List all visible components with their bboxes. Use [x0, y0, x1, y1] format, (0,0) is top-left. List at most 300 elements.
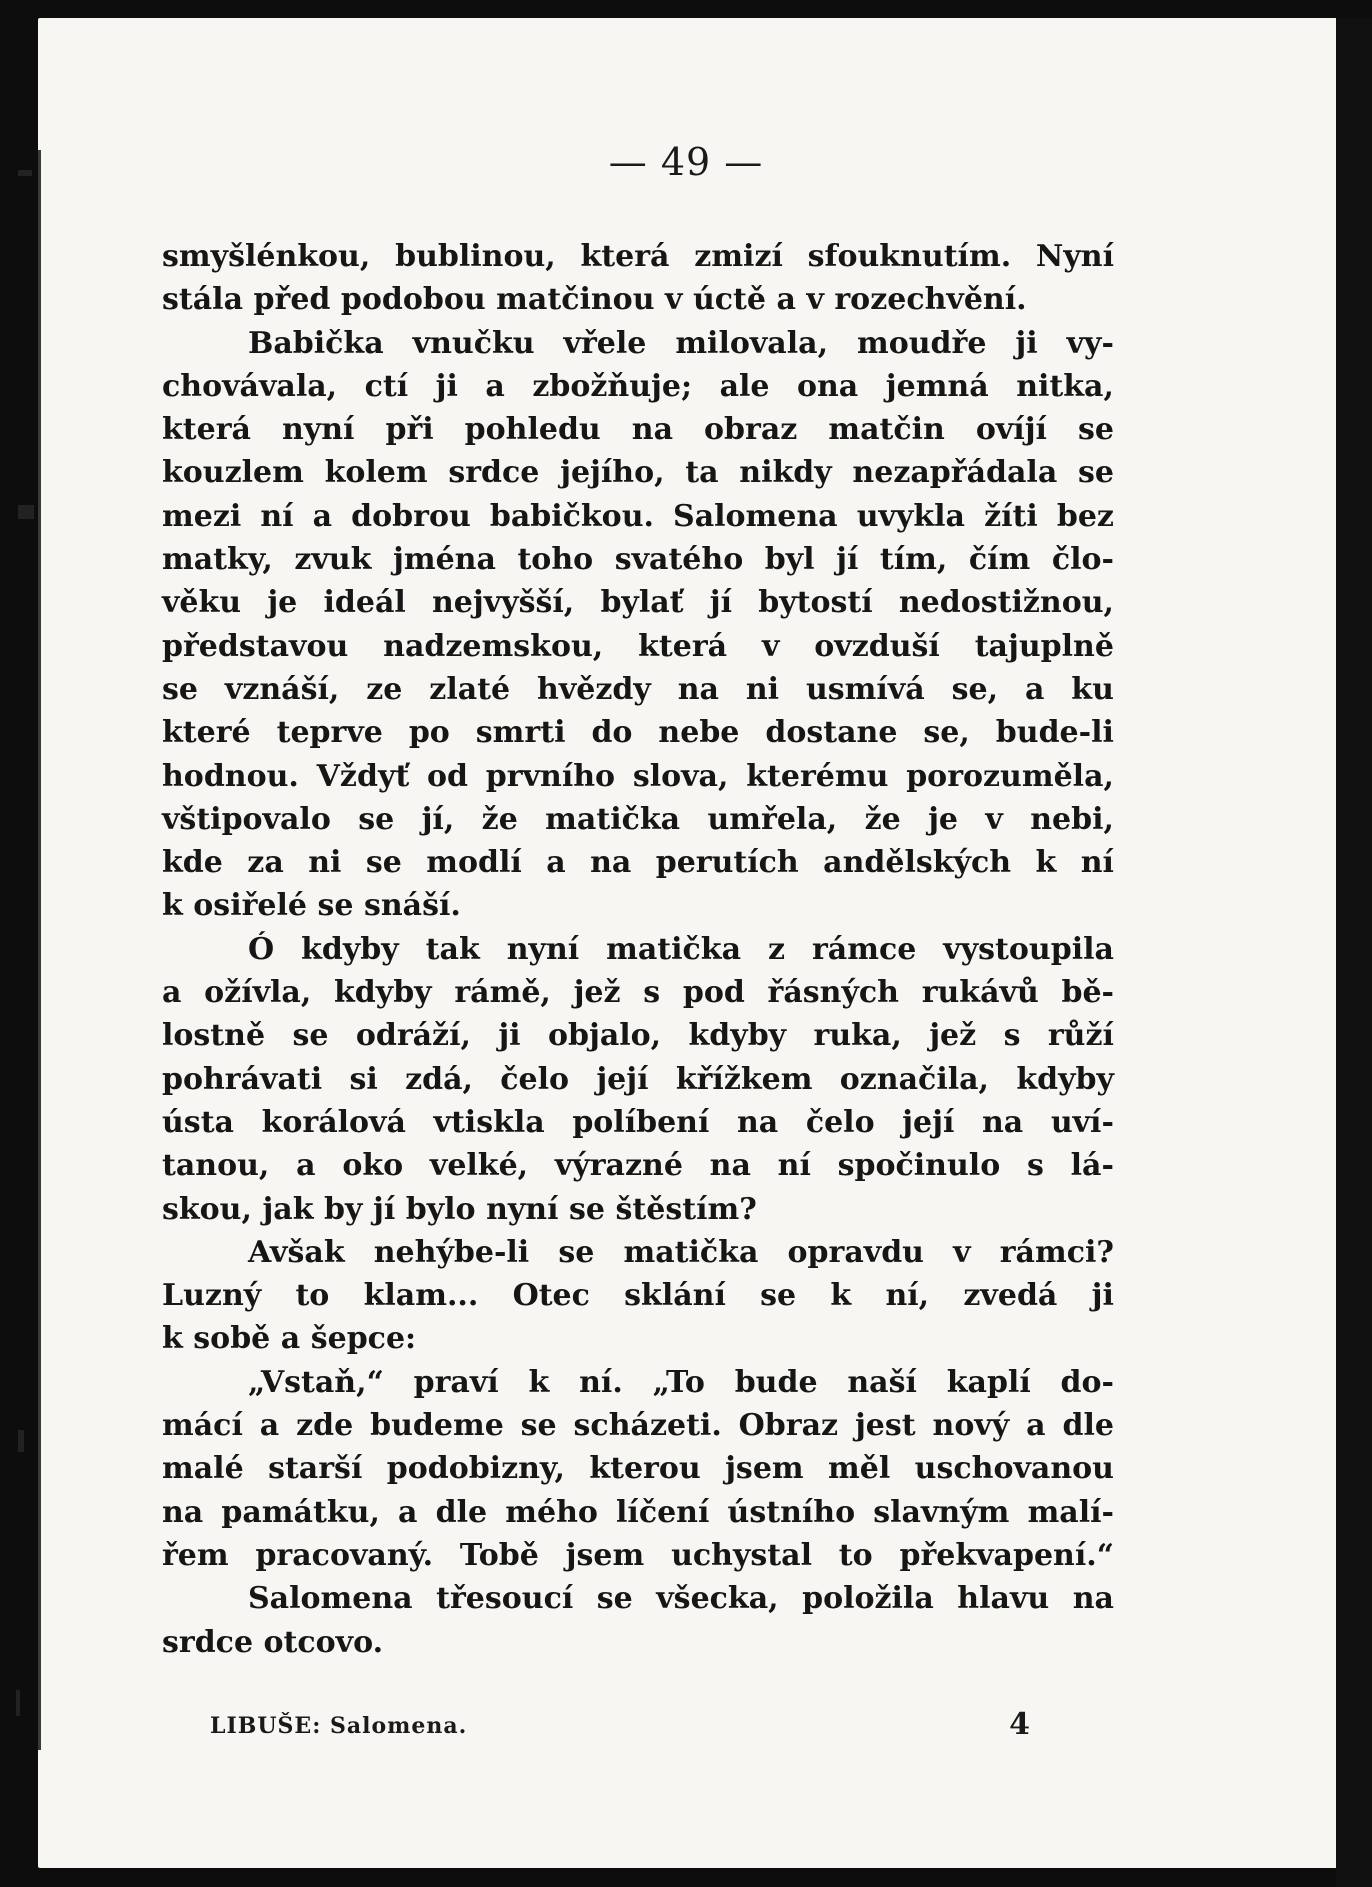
text-word: moudře [856, 325, 987, 361]
text-word: vřele [563, 325, 647, 361]
text-line [162, 451, 1114, 494]
text-word: na [590, 845, 632, 881]
text-line [162, 1274, 1114, 1317]
text-line [162, 1361, 1114, 1404]
text-word: rámci? [999, 1234, 1114, 1270]
text-line [162, 1188, 1114, 1231]
text-word: ale [719, 368, 770, 404]
text-word: a [546, 845, 566, 881]
text-word: vtiskla [433, 1104, 545, 1140]
text-word: ctí [364, 368, 409, 404]
text-word: spočinulo [837, 1148, 1001, 1184]
text-word: bez [1056, 498, 1114, 534]
text-line [162, 1447, 1114, 1490]
text-word: před [253, 282, 331, 318]
text-word: uví- [1050, 1104, 1114, 1140]
text-word: korálová [261, 1104, 406, 1140]
left-margin-rule [38, 150, 41, 1750]
text-word: ovíjí [975, 412, 1047, 448]
text-word: se [358, 801, 395, 837]
text-word: a [296, 1148, 316, 1184]
text-word: pohledu [464, 412, 601, 448]
text-word: se [162, 671, 198, 707]
text-word: scházeti. [573, 1408, 722, 1444]
text-word: ústa [162, 1104, 234, 1140]
text-word: řásných [767, 975, 899, 1011]
text-word: kterému [746, 758, 889, 794]
text-word: Otec [512, 1278, 590, 1314]
text-word: památku, [221, 1494, 380, 1530]
text-word: se [596, 1581, 633, 1617]
text-word: mácí [162, 1408, 243, 1444]
text-word: nikdy [739, 455, 832, 491]
text-word: uchystal [671, 1537, 812, 1573]
text-word: malé [162, 1451, 244, 1487]
text-line [162, 235, 1114, 278]
text-word: od [427, 758, 469, 794]
text-word: v [985, 801, 1003, 837]
text-word: šepce: [310, 1321, 417, 1357]
text-word: a [485, 368, 505, 404]
text-word: na [677, 671, 719, 707]
text-word: s [1026, 1148, 1044, 1184]
text-word: hlavu [957, 1581, 1050, 1617]
text-word: zvedá [963, 1278, 1058, 1314]
text-word: do- [1060, 1364, 1114, 1400]
text-word: tím, [879, 542, 948, 578]
text-word: člo- [1051, 542, 1114, 578]
text-word: rámě, [454, 975, 551, 1011]
text-word: v [665, 282, 683, 318]
text-word: za [247, 845, 284, 881]
text-word: pohrávati [162, 1061, 323, 1097]
text-line [162, 538, 1114, 581]
text-word: které [162, 715, 251, 751]
text-word: věku [162, 585, 242, 621]
text-word: jí, [421, 801, 455, 837]
text-word: porozuměla, [906, 758, 1114, 794]
text-word: ústního [727, 1494, 856, 1530]
text-word: vznáší, [224, 671, 340, 707]
text-word: na [981, 1104, 1024, 1140]
text-word: matička [606, 931, 742, 967]
text-word: na [1072, 1581, 1114, 1617]
text-word: snáší. [363, 888, 461, 924]
left-margin-mark [18, 1430, 24, 1452]
text-word: ze [366, 671, 403, 707]
text-word: ta [685, 455, 719, 491]
text-word: při [385, 412, 434, 448]
text-word: křížkem [675, 1061, 813, 1097]
text-word: hvězdy [537, 671, 651, 707]
text-word: matička [545, 801, 681, 837]
text-word: velké, [429, 1148, 529, 1184]
text-word: se [520, 1408, 557, 1444]
text-word: bublinou, [395, 239, 556, 274]
text-word: Ó [248, 931, 275, 967]
text-word: dostane [765, 715, 898, 751]
text-word: srdce [162, 1624, 254, 1660]
text-word: oko [342, 1148, 404, 1184]
text-word: osiřelé [193, 888, 307, 924]
text-word: „To [652, 1364, 705, 1400]
left-margin-mark [18, 505, 34, 519]
text-word: ožívla, [204, 975, 312, 1011]
text-word: andělských [823, 845, 1012, 881]
text-word: vnučku [412, 325, 535, 361]
text-word: Salomena [673, 498, 838, 534]
text-word: nebe [658, 715, 740, 751]
text-line [162, 971, 1114, 1014]
text-word: jí [372, 1191, 396, 1227]
text-word: toho [517, 542, 594, 578]
text-word: umřela, [707, 801, 838, 837]
text-word: bude [734, 1364, 818, 1400]
text-word: vystoupila [943, 931, 1114, 967]
text-word: a [1024, 671, 1045, 707]
text-line [162, 1621, 1114, 1664]
text-word: matky, [162, 542, 273, 578]
text-word: a [776, 282, 796, 318]
text-word: kdyby [1016, 1061, 1114, 1097]
text-word: uvykla [856, 498, 965, 534]
text-word: starší [268, 1451, 363, 1487]
text-word: zvuk [294, 542, 372, 578]
text-word: tanou, [162, 1148, 270, 1184]
text-word: bylo [405, 1191, 476, 1227]
text-word: zde [296, 1408, 354, 1444]
text-word: nehýbe-li [373, 1234, 530, 1270]
text-word: byl [764, 542, 815, 578]
text-word: pracovaný. [255, 1537, 434, 1573]
text-word: a [312, 498, 333, 534]
text-word: „Vstaň,“ [248, 1364, 384, 1400]
text-word: milovala, [675, 325, 829, 361]
text-word: ovzduší [814, 628, 940, 664]
text-word: stála [162, 282, 244, 318]
text-word: v [761, 628, 780, 664]
text-word: jí [836, 542, 859, 578]
text-line [162, 1144, 1114, 1187]
text-word: na [736, 1104, 779, 1140]
text-word: usmívá [805, 671, 925, 707]
text-line [162, 1491, 1114, 1534]
text-word: nový [932, 1408, 1010, 1444]
text-line [162, 1577, 1114, 1620]
text-word: Tobě [459, 1537, 539, 1573]
text-word: růží [1047, 1018, 1114, 1054]
text-word: rukávů [921, 975, 1039, 1011]
text-word: Nyní [1035, 239, 1114, 274]
text-word: na [709, 1148, 751, 1184]
text-word: označila, [839, 1061, 990, 1097]
text-line [162, 625, 1114, 668]
text-word: se, [923, 715, 970, 751]
text-word: objalo, [547, 1018, 662, 1054]
text-word: ji [435, 368, 458, 404]
text-word: k [528, 1364, 550, 1400]
text-line [162, 365, 1114, 408]
text-word: Babička [248, 325, 384, 361]
text-word: matčinou [496, 282, 655, 318]
text-word: představou [162, 628, 349, 664]
text-word: a [280, 1321, 301, 1357]
text-word: vštipovalo [162, 801, 331, 837]
text-line [162, 884, 1114, 927]
text-word: sfouknutím. [807, 239, 1012, 274]
text-word: odráží, [355, 1018, 471, 1054]
text-word: se [1077, 455, 1114, 491]
text-word: k [1035, 845, 1057, 881]
text-word: Vždyť [316, 758, 410, 794]
text-word: by [324, 1191, 363, 1227]
text-line [162, 1101, 1114, 1144]
text-word: Luzný [162, 1278, 262, 1314]
text-word: jež [573, 975, 621, 1011]
text-word: s [1003, 1018, 1021, 1054]
text-word: zdá, [405, 1061, 473, 1097]
page-number: — 49 — [608, 140, 764, 184]
text-word: ji [1015, 325, 1038, 361]
text-word: její [596, 1061, 649, 1097]
text-word: že [864, 801, 901, 837]
text-word: Obraz [738, 1408, 839, 1444]
text-word: ruka, [813, 1018, 902, 1054]
text-word: prvního [485, 758, 616, 794]
text-word: která [638, 628, 728, 664]
text-word: malí- [1027, 1494, 1114, 1530]
text-word: matička [623, 1234, 759, 1270]
text-line [162, 1058, 1114, 1101]
text-word: kouzlem [162, 455, 304, 491]
text-word: jak [262, 1191, 314, 1227]
text-word: perutích [655, 845, 799, 881]
text-word: kdyby [334, 975, 432, 1011]
text-word: tajuplně [974, 628, 1114, 664]
text-word: smyšlénkou, [162, 239, 371, 274]
text-word: zbožňuje; [532, 368, 693, 404]
text-word: ní [260, 498, 294, 534]
text-word: rozechvění. [834, 282, 1027, 318]
text-line [162, 1534, 1114, 1577]
text-word: opravdu [787, 1234, 924, 1270]
text-word: babičkou. [489, 498, 654, 534]
text-word: srdce [448, 455, 540, 491]
text-word: praví [413, 1364, 499, 1400]
page-footer [210, 1707, 1030, 1747]
text-word: úctě [692, 282, 766, 318]
text-word: matčin [828, 412, 945, 448]
text-word: obraz [704, 412, 798, 448]
text-word: po [408, 715, 450, 751]
text-word: naší [847, 1364, 917, 1400]
text-word: měl [828, 1451, 891, 1487]
left-margin-mark [16, 1690, 20, 1716]
text-line [162, 711, 1114, 754]
text-word: se [317, 888, 354, 924]
text-word: že [481, 801, 518, 837]
text-word: skou, [162, 1191, 252, 1227]
text-word: bude-li [995, 715, 1114, 751]
text-word: Avšak [248, 1234, 345, 1270]
text-word: uschovanou [914, 1451, 1114, 1487]
text-word: a [398, 1494, 418, 1530]
text-word: se [365, 845, 402, 881]
text-word: čelo [805, 1104, 875, 1140]
text-word: bytostí [758, 585, 873, 621]
text-word: ideál [323, 585, 406, 621]
text-word: otcovo. [263, 1624, 384, 1660]
right-edge-shadow [1336, 18, 1372, 1887]
text-word: dle [1062, 1408, 1114, 1444]
text-word: ní [1080, 845, 1114, 881]
text-word: nyní [282, 412, 355, 448]
text-word: nitka, [1016, 368, 1114, 404]
text-word: třesoucí [436, 1581, 574, 1617]
text-line [162, 278, 1114, 321]
text-line [162, 755, 1114, 798]
text-word: bylať [600, 585, 684, 621]
text-word: smrti [475, 715, 566, 751]
text-word: se, [951, 671, 999, 707]
text-line [162, 495, 1114, 538]
text-line [162, 1014, 1114, 1057]
text-word: sobě [193, 1321, 271, 1357]
text-word: to [838, 1537, 873, 1573]
text-word: zlaté [429, 671, 511, 707]
text-word: k [162, 888, 183, 924]
text-word: na [162, 1494, 204, 1530]
text-word: všecka, [656, 1581, 779, 1617]
text-word: se [558, 1234, 595, 1270]
text-word: čím [968, 542, 1031, 578]
text-word: její [902, 1104, 955, 1140]
text-word: nejvyšší, [431, 585, 575, 621]
signature-number: 4 [1009, 1707, 1030, 1742]
signature-title: LIBUŠE: Salomena. [210, 1713, 468, 1739]
text-word: rámce [812, 931, 917, 967]
text-word: jsem [725, 1451, 804, 1487]
text-word: žíti [984, 498, 1038, 534]
text-word: a [162, 975, 182, 1011]
text-word: nedostižnou, [898, 585, 1114, 621]
text-word: líčení [616, 1494, 710, 1530]
text-word: nezapřádala [852, 455, 1058, 491]
text-word: tak [425, 931, 480, 967]
text-word: kterou [589, 1451, 701, 1487]
text-word: k [830, 1278, 852, 1314]
text-word: řem [162, 1537, 229, 1573]
body-text [162, 235, 1114, 1664]
text-line [162, 1404, 1114, 1447]
text-line [162, 1231, 1114, 1274]
text-word: jí [709, 585, 733, 621]
text-word: sklání [624, 1278, 726, 1314]
text-word: která [162, 412, 251, 448]
text-word: nebi, [1030, 801, 1114, 837]
text-word: která [580, 239, 670, 274]
text-word: Salomena [248, 1581, 413, 1617]
text-word: jejího, [560, 455, 665, 491]
text-line [162, 841, 1114, 884]
text-word: si [349, 1061, 378, 1097]
text-word: čelo [500, 1061, 570, 1097]
text-word: pod [682, 975, 745, 1011]
text-word: v [953, 1234, 971, 1270]
text-word: k [162, 1321, 183, 1357]
text-word: se [1077, 412, 1114, 448]
text-word: nyní [506, 931, 580, 967]
text-word: ní. [579, 1364, 623, 1400]
text-word: bě- [1061, 975, 1114, 1011]
text-word: slova, [632, 758, 729, 794]
text-word: štěstím? [615, 1191, 757, 1227]
text-line [162, 668, 1114, 711]
text-word: políbení [572, 1104, 710, 1140]
text-word: do [591, 715, 633, 751]
text-word: kolem [324, 455, 428, 491]
text-word: a [1026, 1408, 1046, 1444]
text-word: je [928, 801, 959, 837]
text-word: nyní [486, 1191, 559, 1227]
text-word: ni [308, 845, 342, 881]
text-word: výrazné [554, 1148, 683, 1184]
text-line [162, 798, 1114, 841]
text-word: jemná [885, 368, 989, 404]
text-word: jež [929, 1018, 977, 1054]
text-line [162, 408, 1114, 451]
text-word: ji [498, 1018, 521, 1054]
text-word: překvapení.“ [899, 1537, 1114, 1573]
text-line [162, 928, 1114, 971]
text-word: lostně [162, 1018, 266, 1054]
text-word: lá- [1070, 1148, 1114, 1184]
text-word: vy- [1066, 325, 1114, 361]
text-word: podobou [340, 282, 486, 318]
text-word: jest [854, 1408, 916, 1444]
text-word: se [760, 1278, 797, 1314]
text-word: teprve [276, 715, 383, 751]
text-word: ji [1091, 1278, 1114, 1314]
text-word: ku [1071, 671, 1114, 707]
text-word: kaplí [946, 1364, 1031, 1400]
text-word: nadzemskou, [383, 628, 604, 664]
text-word: to [295, 1278, 330, 1314]
text-word: položila [802, 1581, 934, 1617]
text-word: a [259, 1408, 280, 1444]
text-line [162, 581, 1114, 624]
text-word: kdyby [688, 1018, 787, 1054]
text-word: kde [162, 845, 223, 881]
text-word: klam... [363, 1278, 479, 1314]
text-line [162, 1317, 1114, 1360]
text-word: ní, [885, 1278, 930, 1314]
text-word: chovávala, [162, 368, 338, 404]
text-word: ona [796, 368, 859, 404]
text-word: kdyby [301, 931, 399, 967]
text-word: ní [777, 1148, 811, 1184]
text-word: na [631, 412, 674, 448]
text-word: jsem [565, 1537, 645, 1573]
text-word: s [643, 975, 661, 1011]
text-word: budeme [370, 1408, 504, 1444]
text-word: ni [745, 671, 780, 707]
text-word: z [768, 931, 786, 967]
text-word: svatého [614, 542, 744, 578]
text-word: je [267, 585, 298, 621]
text-word: se [292, 1018, 329, 1054]
text-word: hodnou. [162, 758, 299, 794]
